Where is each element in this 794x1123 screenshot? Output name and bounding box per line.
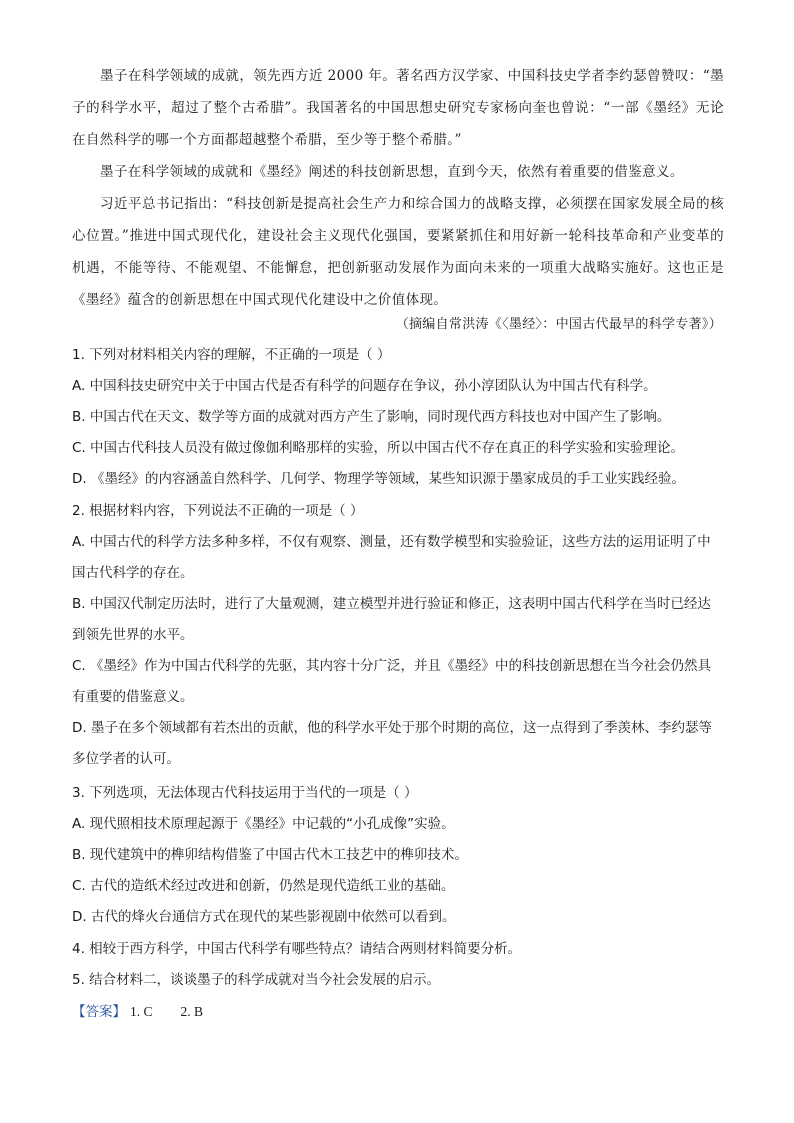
option-b: B. 现代建筑中的榫卯结构借鉴了中国古代木工技艺中的榫卯技术。 [72,847,468,863]
option-d: D. 古代的烽火台通信方式在现代的某些影视剧中依然可以看到。 [72,909,456,925]
passage-paragraph-3: 习近平总书记指出：“科技创新是提高社会生产力和综合国力的战略支撑，必须摆在国家发展全局的核心位置。”推进中国式现代化，建设社会主义现代化强国，要紧紧抓住和用好新一轮科技革命和产业变革的机遇，不能等待、不能观望、不能懈怠，把创新驱动发展作为面向未来的一项重大战略实施好。这也正是《墨经》蕴含的创新思想在中国式现代化建设中之价值体现。 [72,196,724,308]
question-stem: 5. 结合材料二，谈谈墨子的科学成就对当今社会发展的启示。 [72,972,441,988]
passage-source: （摘编自常洪涛《〈墨经〉：中国古代最早的科学专著》） [395,317,722,332]
option-c: C. 中国古代科技人员没有做过像伽利略那样的实验，所以中国古代不存在真正的科学实验和实验理论。 [72,440,685,456]
question-4 [72,934,724,965]
answer-2: 2. B [180,1004,204,1019]
question-stem: 1. 下列对材料相关内容的理解，不正确的一项是（ ） [72,347,391,363]
option-a: A. 中国古代的科学方法多种多样，不仅有观察、测量，还有数学模型和实验验证，这些方法的运用证明了中国古代科学的存在。 [72,534,711,581]
question-5 [72,965,724,996]
option-a: A. 中国科技史研究中关于中国古代是否有科学的问题存在争议，孙小淳团队认为中国古代有科学。 [72,378,657,394]
question-3 [72,778,724,933]
question-2 [72,496,724,775]
question-stem: 2. 根据材料内容，下列说法不正确的一项是（ ） [72,503,364,519]
answer-1: 1. C [130,1004,153,1019]
question-1 [72,340,724,495]
option-d: D. 墨子在多个领域都有若杰出的贡献，他的科学水平处于那个时期的高位，这一点得到了季羡林、李约瑟等多位学者的认可。 [72,720,712,767]
passage-paragraph-2: 墨子在科学领域的成就和《墨经》阐述的科技创新思想，直到今天，依然有着重要的借鉴意义。 [100,164,684,180]
option-c: C. 《墨经》作为中国古代科学的先驱，其内容十分广泛，并且《墨经》中的科技创新思想在当今社会仍然具有重要的借鉴意义。 [72,658,712,705]
option-a: A. 现代照相技术原理起源于《墨经》中记载的“小孔成像”实验。 [72,816,455,832]
option-d: D. 《墨经》的内容涵盖自然科学、几何学、物理学等领域，某些知识源于墨家成员的手工业实践经验。 [72,471,685,487]
question-stem: 4. 相较于西方科学，中国古代科学有哪些特点？请结合两则材料简要分析。 [72,941,522,957]
option-b: B. 中国汉代制定历法时，进行了大量观测，建立模型并进行验证和修正，这表明中国古代科学在当时已经达到领先世界的水平。 [72,596,711,643]
option-c: C. 古代的造纸术经过改进和创新，仍然是现代造纸工业的基础。 [72,878,455,894]
answer-tag: 【答案】 [72,1004,126,1020]
question-stem: 3. 下列选项，无法体现古代科技运用于当代的一项是（ ） [72,785,418,801]
answer-line [72,996,203,1028]
passage-paragraph-1: 墨子在科学领域的成就，领先西方近 2000 年。著名西方汉学家、中国科技史学者李约瑟曾赞叹：“墨子的科学水平，超过了整个古希腊”。我国著名的中国思想史研究专家杨向奎也曾说：“一部《墨经》无论在自然科学的哪一个方面都超越整个希腊，至少等于整个希腊。” [72,68,724,148]
option-b: B. 中国古代在天文、数学等方面的成就对西方产生了影响，同时现代西方科技也对中国产生了影响。 [72,409,671,425]
